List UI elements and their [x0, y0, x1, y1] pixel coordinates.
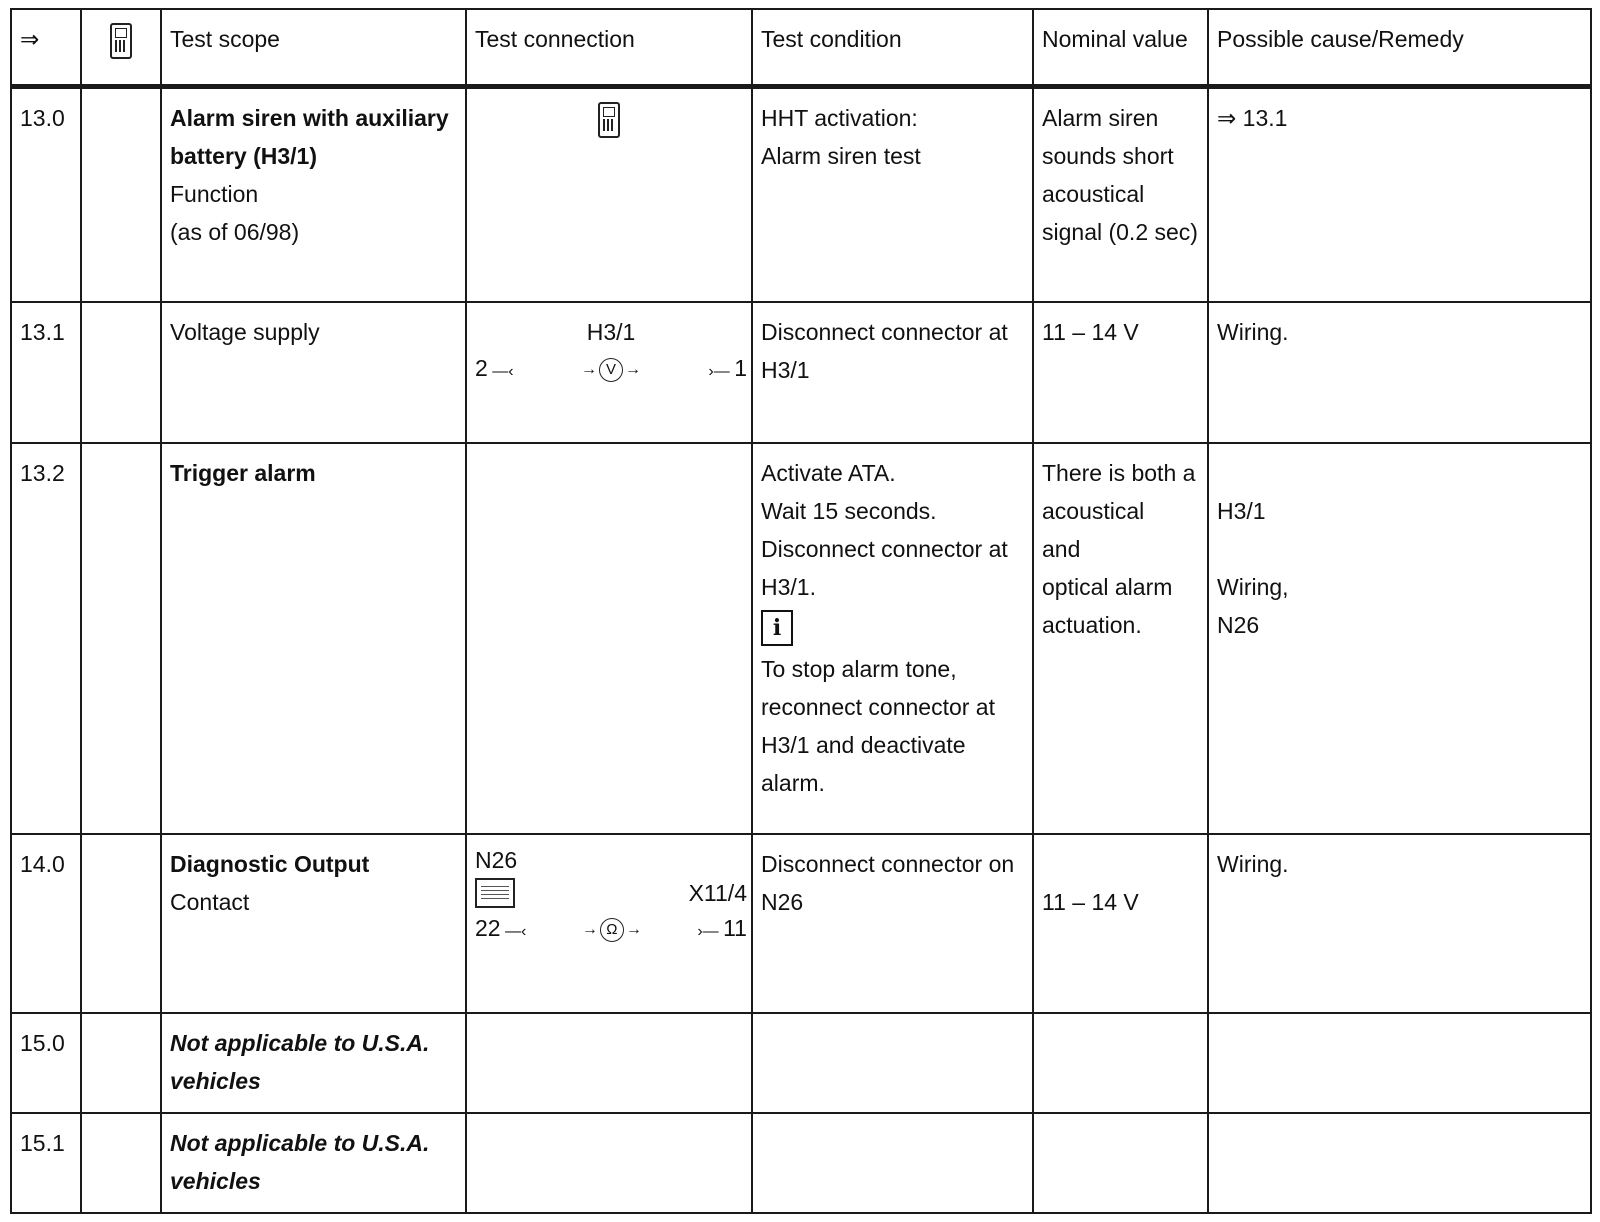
- step-number: 15.1: [20, 1130, 65, 1157]
- hht-tester-icon: [110, 23, 132, 59]
- ohmmeter-icon: → Ω →: [582, 915, 642, 945]
- table-row: 15.1 Not applicable to U.S.A. vehicles: [11, 1113, 1591, 1213]
- step-number: 13.1: [20, 319, 65, 346]
- header-tool: [81, 9, 161, 86]
- header-row: [11, 9, 1591, 86]
- table-row: 13.1 Voltage supply H3/1 2 —‹ → V → ›— 1 Disconnect connector at H3/1 11 – 14 V Wiring.: [11, 302, 1591, 443]
- header-cause: Possible cause/Remedy: [1208, 9, 1591, 86]
- table-row: 13.2 Trigger alarm Activate ATA. Wait 15 seconds. Disconnect connector at H3/1. i To stop alarm tone, reconnect connector at H3/1 and deactivate alarm. There is both a acoustical and optical alarm actuation. H3/1 Wiring, N26: [11, 443, 1591, 834]
- cause-text: ⇒ 13.1: [1217, 104, 1288, 131]
- header-condition: Test condition: [752, 9, 1033, 86]
- header-connection: Test connection: [466, 9, 752, 86]
- header-scope: Test scope: [161, 9, 466, 86]
- step-number: 14.0: [20, 851, 65, 878]
- header-nominal: Nominal value: [1033, 9, 1208, 86]
- connection-label: H3/1: [586, 319, 636, 346]
- test-table: [10, 8, 1592, 1214]
- step-number: 15.0: [20, 1030, 65, 1057]
- voltmeter-icon: → V →: [581, 351, 641, 389]
- connection-diagram: 22 —‹ → Ω → ›— 11: [475, 911, 747, 949]
- header-arrow: ⇒: [11, 9, 81, 86]
- table-row: 13.0 Alarm siren with auxiliary battery (H3/1) Function (as of 06/98) HHT activation: Alarm siren test Alarm siren sounds short acoustical signal (0.2 sec) ⇒ 13.1: [11, 86, 1591, 302]
- step-number: 13.0: [20, 104, 65, 131]
- info-icon: i: [761, 610, 793, 646]
- hht-tester-icon: [598, 102, 620, 138]
- table-row: 15.0 Not applicable to U.S.A. vehicles: [11, 1013, 1591, 1113]
- connection-diagram: 2 —‹ → V → ›— 1: [475, 351, 747, 389]
- control-unit-icon: [475, 878, 515, 908]
- step-number: 13.2: [20, 459, 65, 486]
- table-row: 14.0 Diagnostic Output Contact N26 X11/4 22 —‹ → Ω → ›— 11 Disconnect connector on N26 11 – 14 V Wiring.: [11, 834, 1591, 1013]
- connection-label: N26: [475, 847, 518, 874]
